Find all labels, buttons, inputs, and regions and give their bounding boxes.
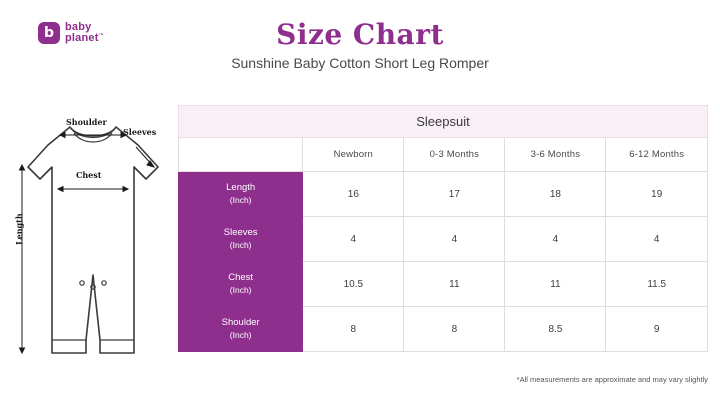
row-label-chest <box>179 262 303 307</box>
row-label-length <box>179 172 303 217</box>
table-row <box>179 217 708 262</box>
group-header-cell: Sleepsuit <box>179 106 708 138</box>
cell-length-newborn: 16 <box>303 172 404 217</box>
cell-chest-0-3: 11 <box>404 262 505 307</box>
footnote: *All measurements are approximate and may vary slightly <box>516 375 708 384</box>
page-subtitle: Sunshine Baby Cotton Short Leg Romper <box>231 55 489 71</box>
cell-shoulder-newborn: 8 <box>303 307 404 352</box>
row-label-chest-text: Chest <box>228 271 254 283</box>
logo-tm: ™ <box>98 32 104 39</box>
cell-length-0-3: 17 <box>404 172 505 217</box>
logo-line-2-text: planet <box>65 32 99 44</box>
page-title: Size Chart <box>276 18 444 51</box>
row-label-sleeves-unit: (Inch) <box>229 239 252 250</box>
label-length: Length <box>14 213 24 245</box>
row-label-shoulder-text: Shoulder <box>221 316 260 328</box>
cell-chest-newborn: 10.5 <box>303 262 404 307</box>
cell-sleeves-3-6: 4 <box>505 217 606 262</box>
label-sleeves: Sleeves <box>123 127 157 137</box>
group-header-row <box>179 106 708 138</box>
table-row <box>179 172 708 217</box>
romper-drawing-icon <box>8 105 178 370</box>
cell-shoulder-3-6: 8.5 <box>505 307 606 352</box>
logo-mark-icon: b <box>38 22 60 44</box>
row-label-length-unit: (Inch) <box>229 194 252 205</box>
column-header-blank <box>179 138 303 172</box>
size-table-head <box>179 106 708 172</box>
row-label-chest-unit: (Inch) <box>229 284 252 295</box>
table-row <box>179 307 708 352</box>
size-table <box>178 105 708 352</box>
label-shoulder: Shoulder <box>66 117 107 127</box>
cell-sleeves-6-12: 4 <box>606 217 708 262</box>
cell-shoulder-0-3: 8 <box>404 307 505 352</box>
row-label-shoulder-unit: (Inch) <box>229 329 252 340</box>
column-header-6-12-months: 6-12 Months <box>606 138 708 172</box>
cell-length-6-12: 19 <box>606 172 708 217</box>
size-table-body <box>179 172 708 352</box>
row-label-length-text: Length <box>226 181 256 193</box>
logo-line-1: baby <box>65 21 92 33</box>
row-label-shoulder <box>179 307 303 352</box>
column-header-3-6-months: 3-6 Months <box>505 138 606 172</box>
cell-chest-3-6: 11 <box>505 262 606 307</box>
cell-sleeves-newborn: 4 <box>303 217 404 262</box>
cell-length-3-6: 18 <box>505 172 606 217</box>
cell-shoulder-6-12: 9 <box>606 307 708 352</box>
label-chest: Chest <box>76 170 102 180</box>
cell-sleeves-0-3: 4 <box>404 217 505 262</box>
row-label-sleeves-text: Sleeves <box>223 226 258 238</box>
size-table-wrapper <box>178 105 708 352</box>
column-header-row <box>179 138 708 172</box>
column-header-0-3-months: 0-3 Months <box>404 138 505 172</box>
column-header-newborn: Newborn <box>303 138 404 172</box>
cell-chest-6-12: 11.5 <box>606 262 708 307</box>
romper-illustration <box>8 105 178 370</box>
table-row <box>179 262 708 307</box>
row-label-sleeves <box>179 217 303 262</box>
